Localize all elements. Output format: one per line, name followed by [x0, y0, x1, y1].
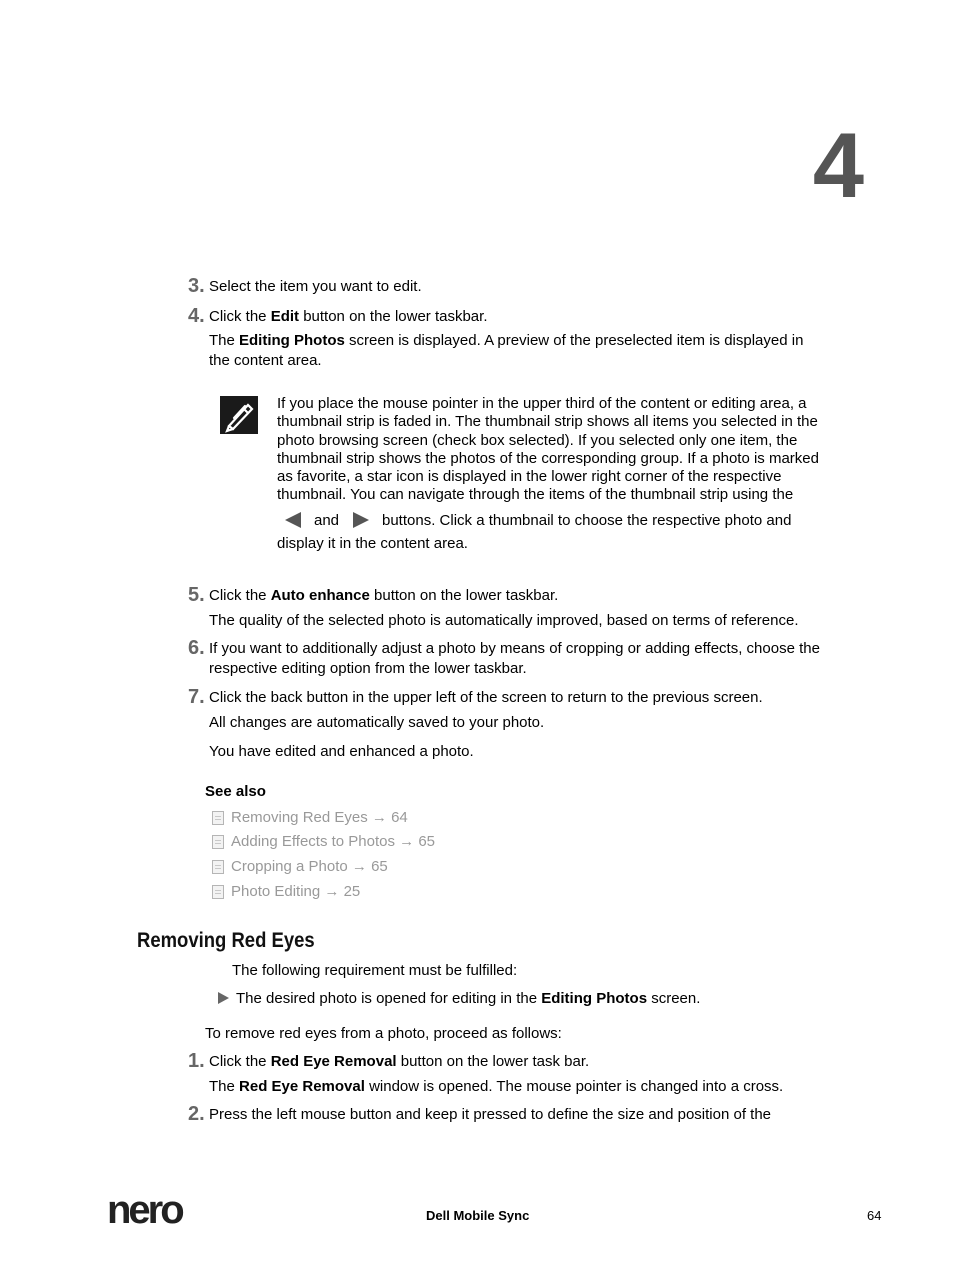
section-heading: Removing Red Eyes: [137, 929, 315, 952]
note-line: thumbnail strip is faded in. The thumbnail strip shows all items you selected in the: [277, 413, 818, 431]
note-and-text: and: [314, 512, 340, 529]
note-line: thumbnail strip shows the photos of the corresponding group. If a photo is marked: [277, 449, 819, 467]
requirement-intro: The following requirement must be fulfilled:: [232, 962, 518, 979]
step-text: Select the item you want to edit.: [209, 278, 422, 295]
triangle-left-icon: [285, 512, 301, 528]
nero-logo: nero: [107, 1188, 182, 1232]
step-number: 3.: [188, 275, 205, 297]
step-text-continued: respective editing option from the lower taskbar.: [209, 660, 527, 677]
step-result: The quality of the selected photo is automatically improved, based on terms of reference.: [209, 612, 799, 629]
requirement-item: The desired photo is opened for editing in the Editing Photos screen.: [236, 990, 701, 1007]
step-result: The Editing Photos screen is displayed. A preview of the preselected item is displayed in: [209, 332, 804, 349]
document-icon: [212, 885, 224, 899]
document-icon: [212, 860, 224, 874]
step-text: If you want to additionally adjust a photo by means of cropping or adding effects, choose the: [209, 640, 820, 657]
step-result-continued: the content area.: [209, 352, 322, 369]
note-line: thumbnail. You can navigate through the items of the thumbnail strip using the: [277, 486, 794, 504]
step-text: Click the back button in the upper left of the screen to return to the previous screen.: [209, 689, 763, 706]
step-number: 6.: [188, 637, 205, 659]
triangle-right-icon: [353, 512, 369, 528]
document-icon: [212, 835, 224, 849]
footer-title: Dell Mobile Sync: [426, 1208, 530, 1223]
step-text: Click the Auto enhance button on the lower taskbar.: [209, 587, 559, 604]
document-icon: [212, 811, 224, 825]
note-line: as favorite, a star icon is displayed in the lower right corner of the respective: [277, 468, 782, 486]
step-text: Click the Red Eye Removal button on the lower task bar.: [209, 1053, 590, 1070]
page-number: 64: [867, 1208, 882, 1223]
conclusion-text: You have edited and enhanced a photo.: [209, 743, 474, 760]
procedure-intro: To remove red eyes from a photo, proceed as follows:: [205, 1025, 562, 1042]
pencil-note-icon: [220, 396, 258, 434]
note-text: [277, 395, 867, 505]
step-number: 2.: [188, 1103, 205, 1125]
note-line: photo browsing screen (check box selected). If you selected only one item, the: [277, 431, 798, 449]
note-line: display it in the content area.: [277, 535, 468, 552]
see-also-title: See also: [205, 783, 266, 800]
step-result: All changes are automatically saved to your photo.: [209, 714, 545, 731]
note-line: buttons. Click a thumbnail to choose the respective photo and: [382, 512, 792, 529]
note-line: If you place the mouse pointer in the upper third of the content or editing area, a: [277, 395, 807, 412]
see-also-link[interactable]: Adding Effects to Photos → 65: [231, 833, 436, 850]
step-number: 7.: [188, 686, 205, 708]
chapter-number: 4: [812, 115, 862, 217]
step-result: The Red Eye Removal window is opened. The mouse pointer is changed into a cross.: [209, 1078, 784, 1095]
step-number: 1.: [188, 1050, 205, 1072]
step-text: Click the Edit button on the lower taskbar.: [209, 308, 488, 325]
step-number: 4.: [188, 305, 205, 327]
step-number: 5.: [188, 584, 205, 606]
bullet-arrow-icon: [218, 992, 229, 1004]
step-text: Press the left mouse button and keep it pressed to define the size and position of the: [209, 1106, 772, 1123]
see-also-link[interactable]: Cropping a Photo → 65: [231, 858, 388, 875]
see-also-link[interactable]: Removing Red Eyes → 64: [231, 809, 408, 826]
see-also-link[interactable]: Photo Editing → 25: [231, 883, 361, 900]
